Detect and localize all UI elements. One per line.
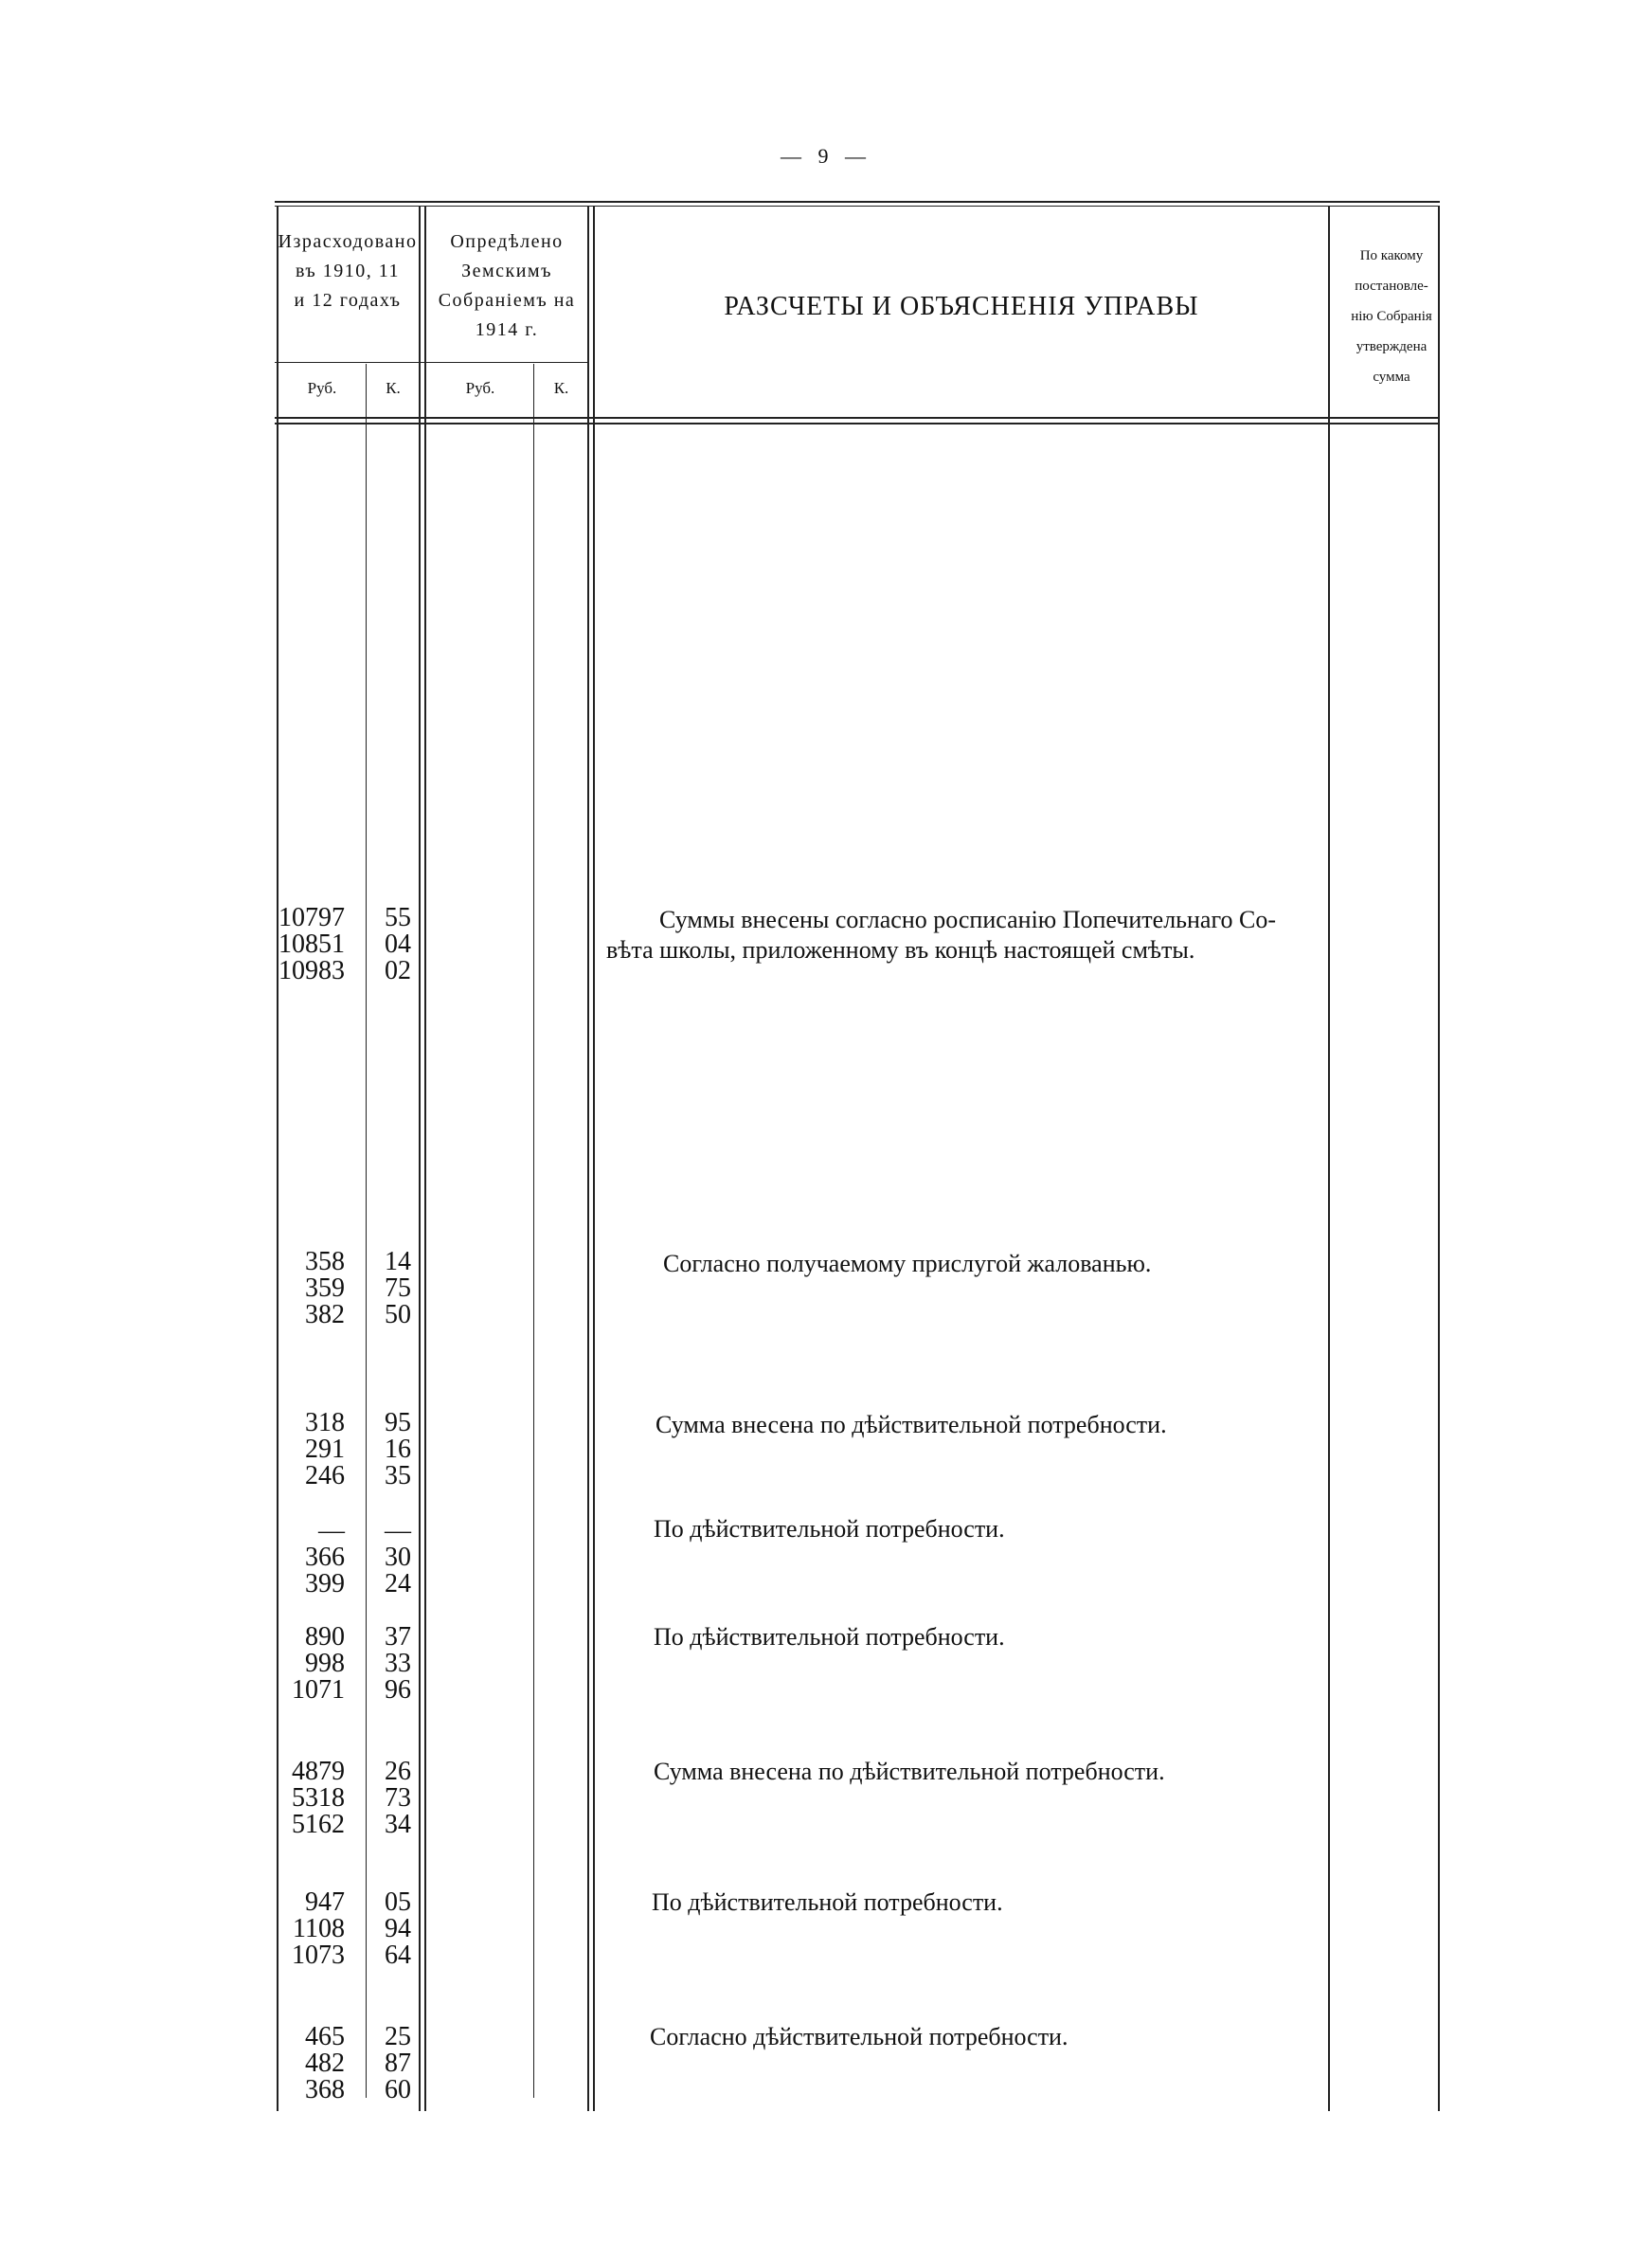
amount-rub: 482	[305, 2049, 345, 2078]
amounts-1	[277, 905, 419, 984]
amount-row	[277, 1544, 419, 1571]
amount-row	[277, 1889, 419, 1916]
amount-kop: 05	[385, 1887, 411, 1917]
amount-kop: 73	[385, 1783, 411, 1813]
explanation-3: Сумма внесена по дѣйствительной потребности.	[655, 1411, 1167, 1438]
explanation-1: Суммы внесены согласно росписанію Попечительнаго Со- вѣта школы, приложенному въ концѣ настоящей смѣты.	[606, 906, 1276, 964]
amount-rub: 246	[305, 1461, 345, 1490]
amount-rub: 382	[305, 1300, 345, 1329]
amount-row	[277, 1759, 419, 1785]
page-number: — 9 —	[781, 144, 871, 168]
amount-row	[277, 1916, 419, 1942]
amount-row	[277, 2024, 419, 2050]
amounts-7	[277, 1889, 419, 1969]
amount-kop: 96	[385, 1675, 411, 1705]
amount-row	[277, 1942, 419, 1969]
header-spent: Израсходовано въ 1910, 11 и 12 годахъ	[278, 231, 418, 311]
amount-row	[277, 1812, 419, 1838]
amount-rub: 318	[305, 1408, 345, 1437]
amount-rub: 998	[305, 1649, 345, 1678]
amount-row	[277, 1571, 419, 1598]
amount-rub: 399	[305, 1569, 345, 1598]
amount-kop: —	[385, 1516, 411, 1545]
unit-rub-spent: Руб.	[307, 379, 337, 397]
explanation-8: Согласно дѣйствительной потребности.	[650, 2023, 1068, 2050]
amount-kop: 64	[385, 1941, 411, 1970]
amount-kop: 26	[385, 1757, 411, 1786]
amount-row	[277, 958, 419, 984]
explanation-5: По дѣйствительной потребности.	[654, 1623, 1005, 1651]
amount-kop: 87	[385, 2049, 411, 2078]
amount-kop: 30	[385, 1543, 411, 1572]
amount-row	[277, 1677, 419, 1704]
header-title: РАЗСЧЕТЫ И ОБЪЯСНЕНІЯ УПРАВЫ	[724, 292, 1199, 321]
amount-row	[277, 2050, 419, 2077]
amount-rub: 10851	[278, 930, 345, 959]
amount-rub: 1071	[292, 1675, 345, 1705]
amount-row	[277, 931, 419, 958]
amount-kop: 02	[385, 956, 411, 985]
unit-rub-determined: Руб.	[465, 379, 495, 397]
explanation-2: Согласно получаемому прислугой жалованью.	[663, 1250, 1152, 1277]
amount-row	[277, 1410, 419, 1436]
amount-rub: 890	[305, 1622, 345, 1652]
explanation-7: По дѣйствительной потребности.	[652, 1888, 1003, 1916]
amounts-2	[277, 1249, 419, 1328]
amount-rub: 1073	[292, 1941, 345, 1970]
amount-kop: 25	[385, 2022, 411, 2051]
explanation-4: По дѣйствительной потребности.	[654, 1515, 1005, 1543]
amount-rub: 358	[305, 1247, 345, 1276]
unit-kop-determined: К.	[553, 379, 569, 397]
amount-kop: 75	[385, 1273, 411, 1303]
amount-row	[277, 1463, 419, 1490]
amount-rub: 947	[305, 1887, 345, 1917]
amount-rub: 5318	[292, 1783, 345, 1813]
amount-kop: 50	[385, 1300, 411, 1329]
amount-rub: 10983	[278, 956, 345, 985]
amount-rub: 368	[305, 2075, 345, 2104]
amount-rub: 4879	[292, 1757, 345, 1786]
amount-row	[277, 1785, 419, 1812]
amounts-3	[277, 1410, 419, 1490]
amounts-6	[277, 1759, 419, 1838]
amount-rub: 366	[305, 1543, 345, 1572]
amounts-4	[277, 1518, 419, 1598]
amount-rub: 5162	[292, 1810, 345, 1839]
amount-rub: 291	[305, 1435, 345, 1464]
amount-kop: 33	[385, 1649, 411, 1678]
amount-kop: 24	[385, 1569, 411, 1598]
unit-kop-spent: К.	[386, 379, 401, 397]
amount-kop: 04	[385, 930, 411, 959]
amount-kop: 60	[385, 2075, 411, 2104]
amount-rub: 465	[305, 2022, 345, 2051]
amount-kop: 34	[385, 1810, 411, 1839]
amount-rub: 359	[305, 1273, 345, 1303]
amount-row	[277, 1302, 419, 1328]
amount-rub: —	[318, 1516, 345, 1545]
amount-kop: 35	[385, 1461, 411, 1490]
amount-kop: 14	[385, 1247, 411, 1276]
amount-kop: 94	[385, 1914, 411, 1943]
amounts-5	[277, 1624, 419, 1704]
amount-kop: 95	[385, 1408, 411, 1437]
amount-row	[277, 905, 419, 931]
amount-rub: 1108	[293, 1914, 345, 1943]
amount-row	[277, 2077, 419, 2104]
amount-row	[277, 1436, 419, 1463]
amount-kop: 16	[385, 1435, 411, 1464]
amount-row	[277, 1249, 419, 1275]
amount-row	[277, 1518, 419, 1544]
amounts-8	[277, 2024, 419, 2104]
amount-kop: 55	[385, 903, 411, 932]
amount-row	[277, 1651, 419, 1677]
amount-row	[277, 1624, 419, 1651]
header-determined: Опредѣлено Земскимъ Собраніемъ на 1914 г.	[438, 231, 576, 340]
amount-row	[277, 1275, 419, 1302]
amount-rub: 10797	[278, 903, 345, 932]
explanation-6: Сумма внесена по дѣйствительной потребности.	[654, 1758, 1165, 1785]
amount-kop: 37	[385, 1622, 411, 1652]
header-resolution: По какому постановле- нію Собранія утверждена сумма	[1351, 248, 1432, 385]
